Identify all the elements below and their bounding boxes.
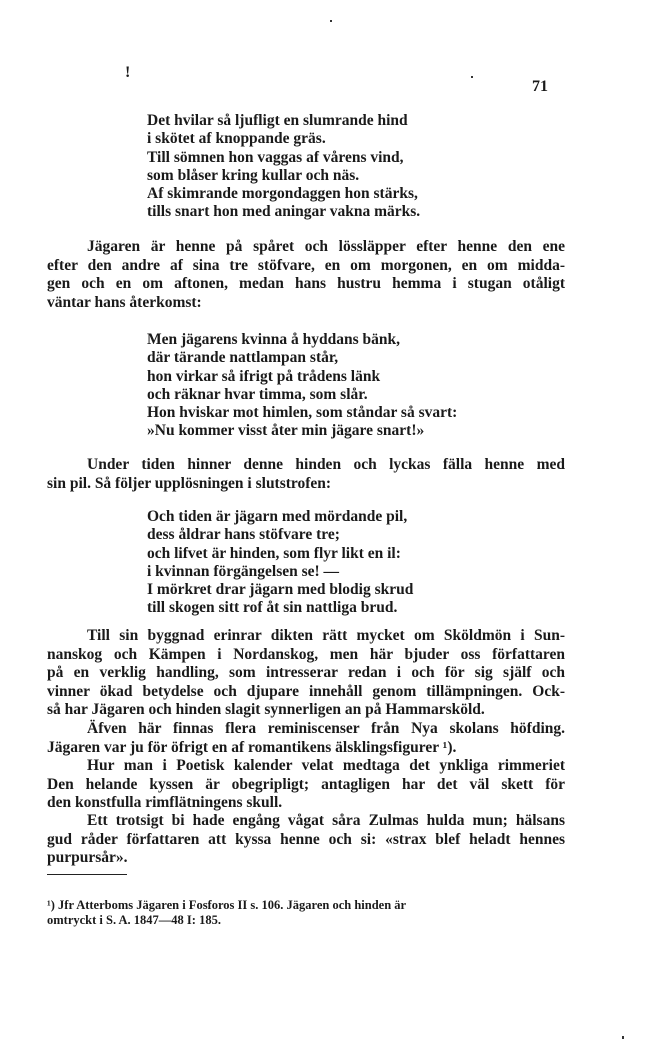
footnote-line: ¹) Jfr Atterboms Jägaren i Fosforos II s. 106. Jägaren och hinden är	[47, 898, 407, 912]
text-line: så har Jägaren och hinden slagit synnerligen an på Hammarsköld.	[47, 701, 485, 719]
footnote-rule	[47, 874, 127, 875]
text-line: Under tiden hinner denne hinden och lyckas fälla henne med	[87, 456, 565, 473]
poem-line: till skogen sitt rof åt sin nattliga brud.	[147, 599, 398, 617]
poem-line: som blåser kring kullar och näs.	[147, 166, 360, 184]
poem-stanza-1	[147, 112, 420, 222]
poem-line: och räknar hvar timma, som slår.	[147, 385, 368, 403]
text-line: Jägaren är henne på spåret och lössläpper efter henne den ene	[87, 238, 565, 255]
footnote-line: omtryckt i S. A. 1847—48 I: 185.	[47, 913, 221, 927]
text-line: sin pil. Så följer upplösningen i slutstrofen:	[47, 474, 332, 492]
poem-line: hon virkar så ifrigt på trådens länk	[147, 367, 381, 385]
text-line: nanskog och Kämpen i Nordanskog, men här bjuder oss författaren	[47, 645, 565, 663]
poem-line: och lifvet är hinden, som flyr likt en il:	[147, 544, 401, 562]
poem-stanza-3	[147, 508, 413, 618]
page-number: 71	[532, 78, 548, 95]
poem-line: tills snart hon med aningar vakna märks.	[147, 203, 421, 221]
text-line: Jägaren var ju för öfrigt en af romantikens älsklingsfigurer ¹).	[47, 738, 457, 756]
poem-line: Och tiden är jägarn med mördande pil,	[147, 508, 408, 525]
text-line: den konstfulla rimflätningens skull.	[47, 794, 283, 812]
poem-line: I mörkret drar jägarn med blodig skrud	[147, 581, 414, 599]
stray-mark: !	[125, 64, 131, 81]
poem-stanza-2	[147, 331, 457, 441]
text-line: gen och en om aftonen, medan hans hustru hemma i stugan otåligt	[47, 275, 565, 293]
paragraph-3	[47, 627, 565, 720]
text-line: på en verklig handling, som intresserar redan i och för sig själf och	[47, 664, 565, 682]
text-line: vinner ökad betydelse och djupare innehåll genom tillämpningen. Ock-	[47, 682, 565, 700]
text-line: väntar hans återkomst:	[47, 293, 202, 311]
text-line: purpursår».	[47, 849, 128, 867]
text-line: Hur man i Poetisk kalender velat medtaga det ynkliga rimmeriet	[87, 757, 565, 774]
poem-line: Det hvilar så ljufligt en slumrande hind	[147, 112, 408, 129]
text-line: Till sin byggnad erinrar dikten rätt mycket om Sköldmön i Sun-	[87, 627, 565, 644]
text-line: Den helande kyssen är obegripligt; antagligen har det väl skett för	[47, 775, 565, 793]
poem-line: dess åldrar hans stöfvare tre;	[147, 526, 340, 544]
poem-line: Hon hviskar mot himlen, som ståndar så svart:	[147, 404, 458, 422]
paragraph-4	[47, 720, 565, 757]
poem-line: »Nu kommer visst åter min jägare snart!»	[147, 422, 425, 440]
text-line: Äfven här finnas flera reminiscenser från Nya skolans höfding.	[87, 720, 565, 737]
paragraph-6	[47, 812, 565, 868]
scan-speck	[622, 1036, 624, 1039]
poem-line: i skötet af knoppande gräs.	[147, 130, 326, 148]
poem-line: Till sömnen hon vaggas af vårens vind,	[147, 148, 404, 166]
poem-line: Af skimrande morgondaggen hon stärks,	[147, 185, 418, 203]
text-line: Ett trotsigt bi hade engång vågat såra Zulmas hulda mun; hälsans	[87, 812, 565, 829]
poem-line: där tärande nattlampan står,	[147, 349, 339, 367]
poem-line: i kvinnan förgängelsen se! —	[147, 562, 340, 580]
paragraph-2	[47, 456, 565, 493]
footnote	[47, 898, 565, 928]
paragraph-5	[47, 757, 565, 813]
paragraph-1	[47, 238, 565, 312]
poem-line: Men jägarens kvinna å hyddans bänk,	[147, 331, 400, 348]
text-line: efter den andre af sina tre stöfvare, en om morgonen, en om midda-	[47, 256, 565, 274]
text-line: gud råder författaren att kyssa henne och si: «strax blef heladt hennes	[47, 830, 565, 848]
scan-speck	[471, 76, 473, 78]
scan-speck	[330, 20, 332, 22]
